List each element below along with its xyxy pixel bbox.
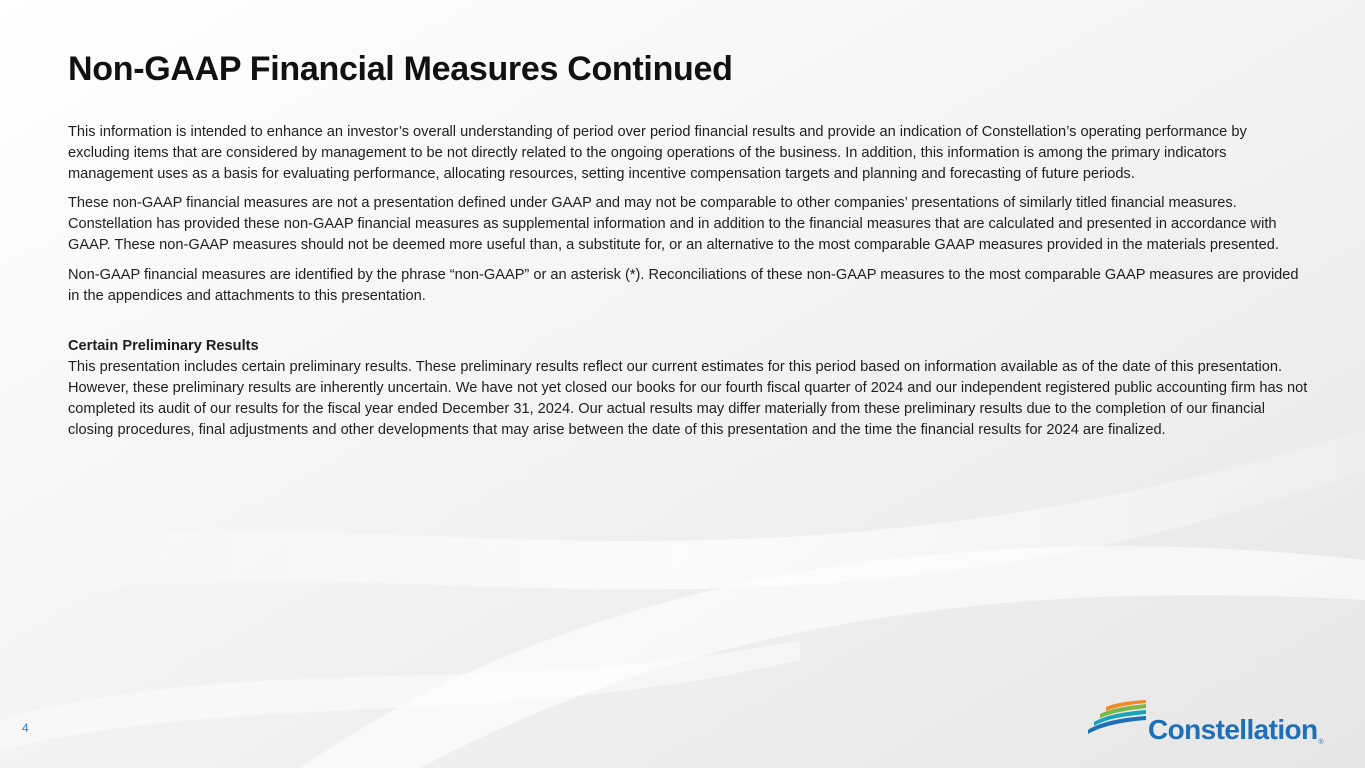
constellation-logo: [1080, 700, 1340, 748]
preliminary-results-section: [68, 336, 1308, 440]
paragraph-non-gaap-definition: These non-GAAP financial measures are not a presentation defined under GAAP and may not be comparable to other companies’ presentations of similarly titled financial measures. Constellation has provided these non-GAAP financial measures as supplemental information and in addition to the financial measures that are calculated and presented in accordance with GAAP. These non-GAAP measures should not be deemed more useful than, a substitute for, or an alternative to the most comparable GAAP measures provided in the materials presented.: [68, 195, 1279, 253]
slide-body: [68, 122, 1308, 440]
section-text: This presentation includes certain preliminary results. These preliminary results reflect our current estimates for this period based on information available as of the date of this presentation. However, these preliminary results are inherently uncertain. We have not yet closed our books for our fourth fiscal quarter of 2024 and our independent registered public accounting firm has not completed its audit of our results for the fiscal year ended December 31, 2024. Our actual results may differ materially from these preliminary results due to the completion of our financial closing procedures, final adjustments and other developments that may arise between the date of this presentation and the time the financial results for 2024 are finalized.: [68, 359, 1308, 438]
paragraph-identification: Non-GAAP financial measures are identified by the phrase “non-GAAP” or an asterisk (*). Reconciliations of these non-GAAP measures to the most comparable GAAP measures are provided in the appendices and attachments to this presentation.: [68, 266, 1299, 304]
constellation-swoosh-logo-icon: [1080, 700, 1148, 736]
wordmark-text: Constellation: [1148, 714, 1318, 745]
registered-mark: ®: [1318, 739, 1324, 746]
page-title: Non-GAAP Financial Measures Continued: [68, 50, 733, 88]
constellation-wordmark: [1148, 714, 1323, 746]
paragraph-purpose: This information is intended to enhance an investor’s overall understanding of period over period financial results and provide an indication of Constellation’s operating performance by excluding items that are considered by management to be not directly related to the ongoing operations of the business. In addition, this information is among the primary indicators management uses as a basis for evaluating performance, allocating resources, setting incentive compensation targets and planning and forecasting of future periods.: [68, 124, 1247, 182]
section-heading: Certain Preliminary Results: [68, 338, 259, 355]
page-number: 4: [22, 721, 29, 735]
